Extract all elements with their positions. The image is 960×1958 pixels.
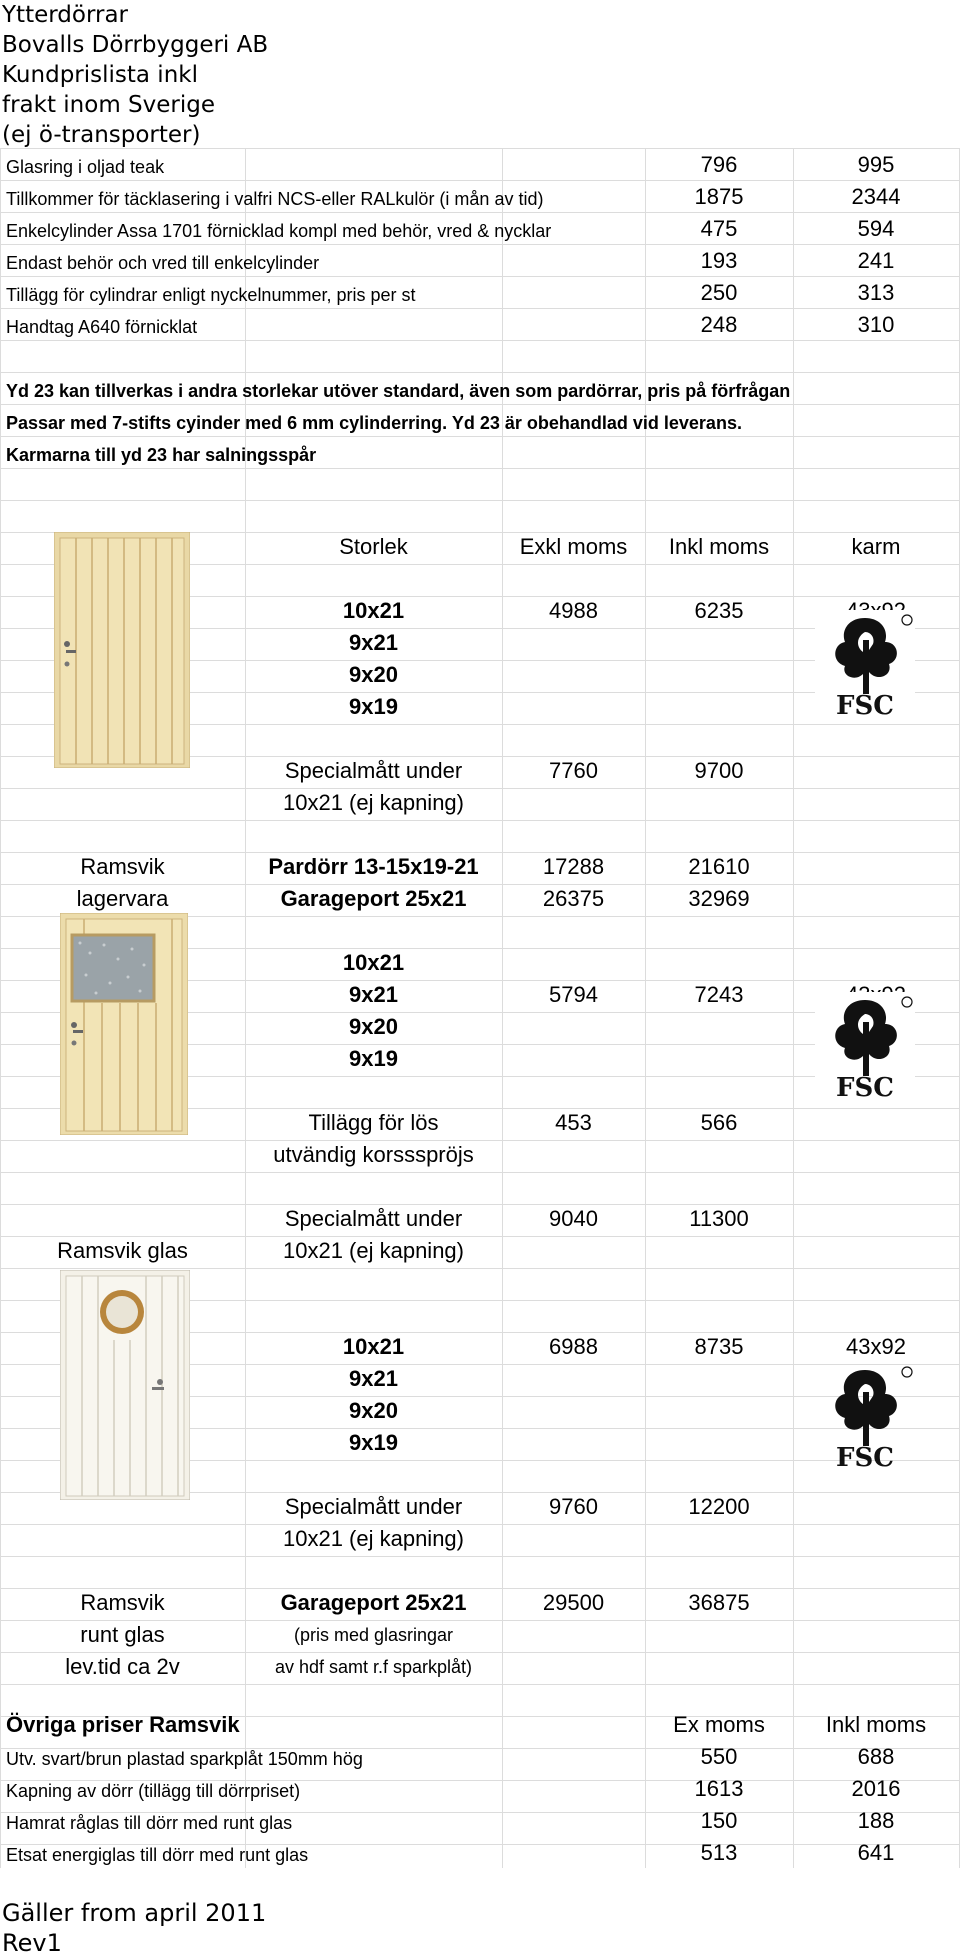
special-label: 10x21 (ej kapning) — [282, 1238, 464, 1263]
accessory-inkl: 313 — [857, 280, 895, 305]
price-inkl: 2016 — [851, 1776, 901, 1801]
product-name: lagervara — [76, 886, 169, 911]
accessory-label: Tillägg för cylindrar enligt nyckelnummer, pris per st — [6, 285, 416, 305]
grid-line — [0, 436, 960, 437]
grid-line — [0, 212, 960, 213]
grid-line — [0, 468, 960, 469]
price-inkl: 688 — [857, 1744, 895, 1769]
other-label: Kapning av dörr (tillägg till dörrpriset) — [6, 1781, 301, 1801]
extra-label: Tillägg för lös — [308, 1110, 439, 1135]
price-exkl: 29500 — [542, 1590, 605, 1615]
door-image-glass — [60, 913, 188, 1135]
garage-note: av hdf samt r.f sparkplåt) — [274, 1657, 473, 1677]
grid-line — [0, 500, 960, 501]
special-label: Specialmått under — [284, 758, 463, 783]
garage-note: (pris med glasringar — [293, 1625, 454, 1645]
accessory-label: Enkelcylinder Assa 1701 förnicklad kompl med behör, vred & nycklar — [6, 221, 552, 241]
accessory-exkl: 1875 — [694, 184, 744, 209]
accessory-label: Handtag A640 förnicklat — [6, 317, 198, 337]
door-image-plain — [54, 532, 190, 768]
price-exkl: 513 — [700, 1840, 738, 1865]
column-header-exkl: Exkl moms — [519, 534, 628, 559]
grid-line — [0, 276, 960, 277]
grid-line — [0, 308, 960, 309]
size: 9x20 — [349, 1014, 398, 1039]
accessory-label: Tillkommer för täcklasering i valfri NCS-eller RALkulör (i mån av tid) — [6, 189, 544, 209]
grid-line — [0, 1556, 960, 1557]
door-image-round-glass — [60, 1270, 190, 1500]
other-label: Utv. svart/brun plastad sparkplåt 150mm hög — [6, 1749, 363, 1769]
size: 9x21 — [349, 982, 398, 1007]
grid-line — [0, 1236, 960, 1237]
price-exkl: 26375 — [542, 886, 605, 911]
price-exkl: 6988 — [549, 1334, 598, 1359]
accessory-exkl: 796 — [700, 152, 738, 177]
product-name: Ramsvik — [80, 854, 165, 879]
grid-line — [793, 148, 794, 1868]
svg-text:FSC: FSC — [836, 1073, 894, 1102]
note: Karmarna till yd 23 har salningsspår — [6, 445, 317, 465]
grid-line — [0, 1588, 960, 1589]
header-line: frakt inom Sverige — [2, 92, 216, 118]
column-header-inkl: Inkl moms — [825, 1712, 927, 1737]
size: 9x20 — [349, 1398, 398, 1423]
product-name: Ramsvik — [80, 1590, 165, 1615]
grid-line — [0, 372, 960, 373]
accessory-exkl: 250 — [700, 280, 738, 305]
price-exkl: 150 — [700, 1808, 738, 1833]
accessory-label: Glasring i oljad teak — [6, 157, 165, 177]
grid-line — [0, 340, 960, 341]
price-inkl: 6235 — [694, 598, 744, 623]
price-inkl: 36875 — [688, 1590, 750, 1615]
karm-value: 43x92 — [846, 1334, 906, 1359]
price-exkl: 453 — [555, 1110, 592, 1135]
fsc-logo-icon — [815, 1362, 915, 1472]
grid-line — [0, 788, 960, 789]
grid-line — [0, 1684, 960, 1685]
price-exkl: 17288 — [542, 854, 605, 879]
grid-line — [0, 1172, 960, 1173]
price-inkl: 21610 — [688, 854, 750, 879]
price-inkl: 641 — [857, 1840, 895, 1865]
special-label: 10x21 (ej kapning) — [282, 790, 464, 815]
grid-line — [0, 1620, 960, 1621]
footer-line: Rev1 — [2, 1929, 62, 1957]
accessory-inkl: 241 — [857, 248, 895, 273]
price-inkl: 566 — [700, 1110, 738, 1135]
accessory-exkl: 475 — [700, 216, 738, 241]
grid-line — [0, 1268, 960, 1269]
size: 9x19 — [349, 1046, 398, 1071]
size: 10x21 — [342, 1334, 405, 1359]
accessory-exkl: 193 — [700, 248, 738, 273]
price-inkl: 188 — [857, 1808, 895, 1833]
other-label: Etsat energiglas till dörr med runt glas — [6, 1845, 309, 1865]
product-name: Ramsvik glas — [57, 1238, 188, 1263]
special-label: 10x21 (ej kapning) — [282, 1526, 464, 1551]
size: 10x21 — [342, 950, 405, 975]
header-line: Kundprislista inkl — [2, 62, 198, 88]
header-line: Bovalls Dörrbyggeri AB — [2, 32, 269, 58]
price-exkl: 1613 — [694, 1776, 744, 1801]
product-name: lev.tid ca 2v — [65, 1654, 180, 1679]
price-exkl: 7760 — [549, 758, 598, 783]
price-exkl: 9760 — [549, 1494, 598, 1519]
grid-line — [0, 244, 960, 245]
note: Yd 23 kan tillverkas i andra storlekar utöver standard, även som pardörrar, pris på förfrågan — [6, 381, 791, 401]
grid-line — [0, 1524, 960, 1525]
size: 9x19 — [349, 694, 398, 719]
size: 9x19 — [349, 1430, 398, 1455]
price-inkl: 32969 — [688, 886, 750, 911]
garage-label: Garageport 25x21 — [280, 886, 467, 911]
footer-line: Gäller from april 2011 — [2, 1899, 267, 1927]
svg-text:FSC: FSC — [836, 1443, 894, 1472]
product-name: runt glas — [80, 1622, 165, 1647]
price-exkl: 550 — [700, 1744, 738, 1769]
grid-line — [0, 404, 960, 405]
note: Passar med 7-stifts cyinder med 6 mm cylinderring. Yd 23 är obehandlad vid leverans. — [6, 413, 742, 433]
grid-line — [0, 1140, 960, 1141]
fsc-logo-icon — [815, 610, 915, 720]
accessory-inkl: 2344 — [851, 184, 901, 209]
price-inkl: 11300 — [689, 1206, 749, 1231]
accessory-inkl: 594 — [857, 216, 895, 241]
other-label: Hamrat råglas till dörr med runt glas — [6, 1813, 293, 1833]
grid-line — [0, 1652, 960, 1653]
fsc-logo-icon — [815, 992, 915, 1102]
price-inkl: 12200 — [688, 1494, 750, 1519]
header-line: (ej ö-transporter) — [2, 122, 201, 148]
size: 10x21 — [342, 598, 405, 623]
accessory-inkl: 995 — [857, 152, 895, 177]
pair-door-label: Pardörr 13-15x19-21 — [268, 854, 479, 879]
column-header-ex: Ex moms — [673, 1712, 765, 1737]
extra-label: utvändig korssspröjs — [273, 1142, 474, 1167]
accessory-inkl: 310 — [857, 312, 895, 337]
price-exkl: 9040 — [549, 1206, 598, 1231]
price-exkl: 5794 — [549, 982, 598, 1007]
grid-line — [0, 852, 960, 853]
accessory-exkl: 248 — [700, 312, 738, 337]
column-header-storlek: Storlek — [339, 534, 408, 559]
grid-line — [0, 180, 960, 181]
accessory-label: Endast behör och vred till enkelcylinder — [6, 253, 320, 273]
special-label: Specialmått under — [284, 1206, 463, 1231]
size: 9x21 — [349, 630, 398, 655]
garage-label: Garageport 25x21 — [280, 1590, 467, 1615]
price-inkl: 8735 — [694, 1334, 744, 1359]
header-line: Ytterdörrar — [2, 2, 129, 28]
grid-line — [0, 884, 960, 885]
price-exkl: 4988 — [549, 598, 598, 623]
grid-line — [0, 1204, 960, 1205]
column-header-karm: karm — [851, 534, 901, 559]
price-inkl: 7243 — [694, 982, 744, 1007]
size: 9x20 — [349, 662, 398, 687]
svg-text:FSC: FSC — [836, 691, 894, 720]
special-label: Specialmått under — [284, 1494, 463, 1519]
section-title: Övriga priser Ramsvik — [6, 1712, 240, 1737]
column-header-inkl: Inkl moms — [668, 534, 770, 559]
price-inkl: 9700 — [694, 758, 744, 783]
grid-line — [0, 820, 960, 821]
size: 9x21 — [349, 1366, 398, 1391]
